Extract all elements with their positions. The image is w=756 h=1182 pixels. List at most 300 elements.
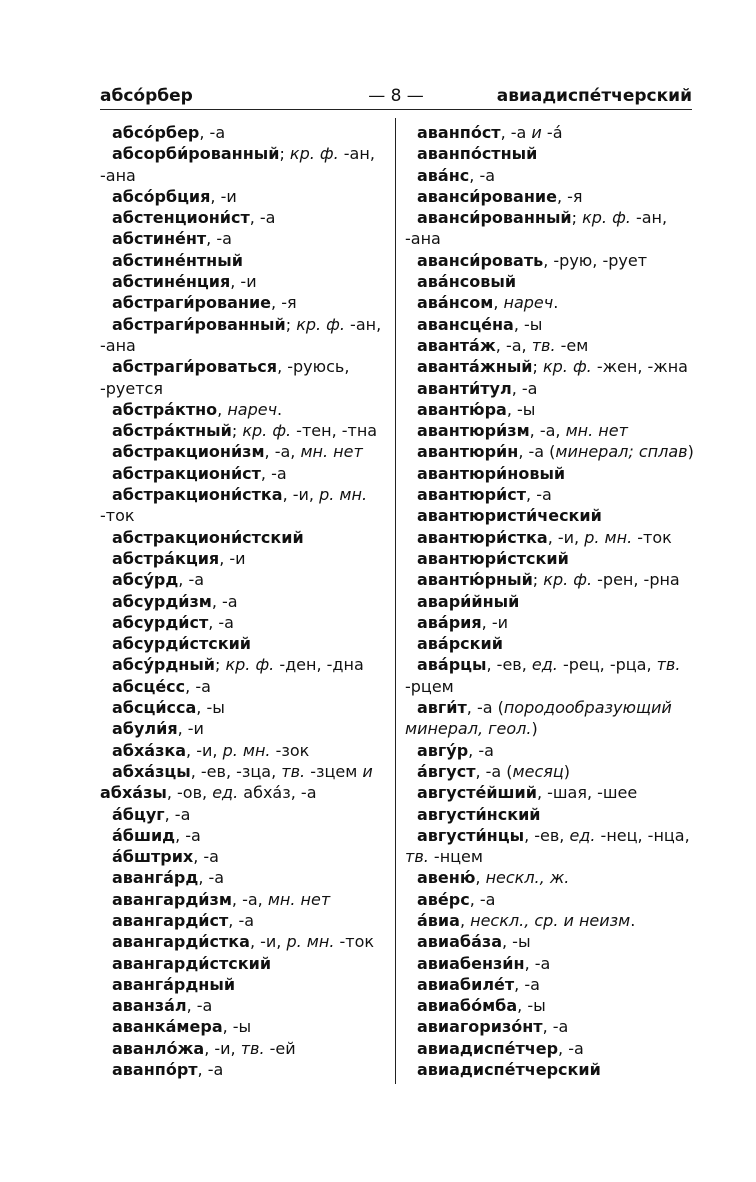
entry-text: , -а ( (518, 442, 556, 462)
grammar-label: тв. (405, 847, 429, 867)
headword: авангарди́зм (112, 889, 232, 909)
header-last-word: авиадиспе́тчерский (496, 86, 692, 106)
dictionary-line (405, 548, 692, 569)
entry-text: , -ы (196, 698, 225, 718)
entry-text: , -и (230, 272, 257, 292)
headword: абстине́нтный (112, 250, 243, 270)
headword: авиадиспе́тчер (417, 1038, 559, 1058)
dictionary-line (100, 825, 387, 846)
entry-text: ; (532, 357, 543, 377)
entry-text: , -ев, (524, 825, 570, 845)
headword: авари́йный (417, 591, 520, 611)
headword: аванпо́стный (417, 144, 538, 164)
entry-text: ; (285, 314, 297, 334)
headword: абсу́рд (112, 570, 179, 590)
dictionary-line (100, 1016, 387, 1037)
dictionary-line (405, 825, 692, 846)
dictionary-line (100, 761, 387, 782)
dictionary-line (405, 356, 692, 377)
headword: авиаба́за (417, 932, 502, 952)
entry-text: , -а (249, 208, 276, 228)
headword: аванза́л (112, 996, 187, 1016)
dictionary-line (100, 399, 387, 420)
entry-text: -ей (264, 1038, 296, 1058)
headword: авгу́р (417, 740, 469, 760)
entry-text: -ана (100, 165, 136, 185)
headword: абсо́рбция (112, 186, 211, 206)
header-first-word: абсо́рбер (100, 86, 193, 106)
entry-text: , -а (514, 974, 540, 994)
entry-text: , -а (193, 847, 219, 867)
dictionary-line (100, 910, 387, 931)
entry-text: , -и (481, 612, 508, 632)
dictionary-line (405, 612, 692, 633)
headword: авиабо́мба (417, 996, 518, 1016)
grammar-label: мн. нет (565, 421, 628, 441)
headword: абстра́кция (112, 548, 220, 568)
headword: авангарди́стский (112, 953, 272, 973)
headword: аванка́мера (112, 1017, 223, 1037)
entry-text: , -ев, (486, 655, 532, 675)
dictionary-line (100, 931, 387, 952)
running-header (100, 82, 692, 110)
headword: абсо́рбер (112, 123, 200, 142)
entry-text: , -ы (517, 996, 546, 1016)
entry-text: . (553, 293, 559, 313)
entry-text: -ана (405, 229, 441, 249)
grammar-label: ед. (531, 655, 558, 675)
dictionary-line (100, 228, 387, 249)
dictionary-line (100, 1038, 387, 1059)
dictionary-line (100, 378, 387, 399)
entry-text: , -а (175, 825, 201, 845)
headword: авантю́ра (417, 399, 507, 419)
headword: ава́рский (417, 634, 503, 654)
entry-text: . (277, 399, 283, 419)
dictionary-line (100, 548, 387, 569)
entry-text: -зцем (305, 761, 363, 781)
entry-text: , -а, (529, 421, 566, 441)
headword: ава́нсовый (417, 272, 517, 292)
entry-text: , -и, (547, 527, 585, 547)
dictionary-line (405, 697, 692, 718)
dictionary-line (405, 1038, 692, 1059)
dictionary-line (405, 165, 692, 186)
dictionary-line (100, 889, 387, 910)
dictionary-line (100, 356, 387, 377)
entry-text: , -и, (249, 932, 287, 952)
dictionary-line (405, 910, 692, 931)
dictionary-line (405, 441, 692, 462)
entry-text: , -а (511, 378, 538, 398)
entry-text: , -ы (506, 399, 536, 419)
headword: августе́йший (417, 783, 537, 803)
dictionary-line (405, 271, 692, 292)
headword: абули́я (112, 719, 178, 739)
entry-text: , -а (469, 165, 496, 185)
headword: абсце́сс (112, 676, 186, 696)
entry-text: ) (687, 442, 694, 462)
entry-text: абха́з, -а (238, 783, 317, 803)
headword: авги́т (417, 698, 467, 718)
entry-text: -рцем (405, 676, 454, 696)
dictionary-line (100, 505, 387, 526)
dictionary-line (100, 718, 387, 739)
headword: аванта́жный (417, 357, 533, 377)
headword: абсу́рдный (112, 655, 215, 675)
grammar-label: минерал, геол. (405, 719, 532, 739)
entry-text: ; (231, 421, 243, 441)
entry-text: . (630, 910, 636, 930)
dictionary-line (405, 591, 692, 612)
headword: абсурди́зм (112, 591, 212, 611)
dictionary-line (405, 335, 692, 356)
headword: авиагоризо́нт (417, 1017, 543, 1037)
grammar-label: породообразующий (503, 698, 672, 718)
headword: абстракциони́стский (112, 527, 304, 547)
headword: аванти́тул (417, 378, 512, 398)
headword: авангарди́стка (112, 932, 250, 952)
entry-text: ; (279, 144, 290, 164)
headword: абстенциони́ст (112, 208, 250, 228)
headword: августи́нцы (417, 825, 525, 845)
headword: аванга́рдный (112, 974, 236, 994)
header-rule (100, 109, 692, 110)
dictionary-line (405, 527, 692, 548)
entry-text: , -и (210, 186, 237, 206)
grammar-label: нареч (227, 399, 278, 419)
headword: авеню́ (417, 868, 476, 888)
headword: аванси́рованный (417, 208, 572, 228)
right-column (405, 122, 692, 1080)
dictionary-line (100, 186, 387, 207)
headword: абха́зы (100, 783, 167, 803)
dictionary-line (100, 441, 387, 462)
headword: авангарди́ст (112, 910, 229, 930)
entry-text: -ана (100, 335, 136, 355)
headword: авантюри́стский (417, 548, 569, 568)
headword: аванта́ж (417, 335, 496, 355)
dictionary-line (100, 974, 387, 995)
headword: ава́нс (417, 165, 470, 185)
grammar-label: кр. ф. (242, 421, 292, 441)
headword: авиабиле́т (417, 974, 515, 994)
dictionary-line (405, 143, 692, 164)
dictionary-line (100, 271, 387, 292)
entry-text: , -а (260, 463, 287, 483)
entry-text: , -я (271, 293, 297, 313)
dictionary-line (100, 953, 387, 974)
entry-text: , -а (524, 953, 551, 973)
column-divider (395, 118, 396, 1084)
headword: а́бшид (112, 825, 176, 845)
headword: абстра́ктный (112, 421, 232, 441)
entry-text: ; (571, 208, 583, 228)
headword: абстракциони́зм (112, 442, 265, 462)
grammar-label: кр. ф. (296, 314, 345, 334)
entry-text: , -ев, -зца, (190, 761, 282, 781)
dictionary-line (405, 867, 692, 888)
entry-text: , -шая, -шее (536, 783, 638, 803)
dictionary-line (405, 484, 692, 505)
dictionary-line (100, 122, 387, 143)
entry-text: , -а (206, 229, 232, 249)
grammar-label: р. мн. (584, 527, 633, 547)
entry-text: , -а, (495, 335, 532, 355)
entry-text: , -я (556, 186, 583, 206)
headword: авиабензи́н (417, 953, 525, 973)
dictionary-line (405, 676, 692, 697)
dictionary-line (100, 591, 387, 612)
dictionary-line (405, 463, 692, 484)
dictionary-line (405, 953, 692, 974)
headword: а́бцуг (112, 804, 165, 824)
headword: авансце́на (417, 314, 514, 334)
dictionary-line (100, 143, 387, 164)
dictionary-line (100, 527, 387, 548)
entry-text: , -а (208, 612, 234, 632)
headword: а́вгуст (417, 761, 476, 781)
headword: аванло́жа (112, 1038, 205, 1058)
dictionary-line (100, 867, 387, 888)
grammar-label: кр. ф. (543, 570, 593, 590)
entry-text: -рен, -рна (592, 570, 680, 590)
grammar-label: р. мн. (286, 932, 335, 952)
entry-text: , -и, (282, 485, 320, 505)
dictionary-line (405, 569, 692, 590)
headword: аванси́ровать (417, 250, 544, 270)
headword: абсорби́рованный (112, 144, 280, 164)
entry-text: -жен, -жна (591, 357, 688, 377)
dictionary-line (405, 250, 692, 271)
headword: аванси́рование (417, 186, 557, 206)
dictionary-line (405, 314, 692, 335)
entry-text: , -ы (513, 314, 543, 334)
headword: абстракциони́стка (112, 485, 283, 505)
entry-text: -ток (100, 506, 135, 526)
entry-text: -ток (632, 527, 672, 547)
entry-text: , -а (526, 485, 552, 505)
entry-text: , -ов, (166, 783, 213, 803)
dictionary-line (100, 292, 387, 313)
dictionary-line (100, 612, 387, 633)
grammar-label: нареч (503, 293, 554, 313)
dictionary-line (100, 569, 387, 590)
entry-text: , -а ( (466, 698, 504, 718)
grammar-label: тв. (281, 761, 306, 781)
grammar-label: кр. ф. (542, 357, 592, 377)
entry-text: , -а (542, 1017, 569, 1037)
entry-text: ; (215, 655, 226, 675)
headword: а́бштрих (112, 847, 194, 867)
dictionary-line (405, 122, 692, 143)
grammar-label: ед. (212, 783, 239, 803)
dictionary-line (100, 463, 387, 484)
headword: авантюри́стка (417, 527, 548, 547)
dictionary-line (405, 207, 692, 228)
grammar-label: р. мн. (222, 740, 271, 760)
headword: абха́зка (112, 740, 187, 760)
entry-text: , -и (219, 548, 246, 568)
grammar-label: мн. нет (267, 889, 331, 909)
headword: авантюристи́ческий (417, 506, 602, 526)
grammar-label: месяц (512, 761, 564, 781)
entry-text: , -а, (264, 442, 301, 462)
entry-text: -зок (270, 740, 310, 760)
headword: аванга́рд (112, 868, 199, 888)
headword: абстра́ктно (112, 399, 218, 419)
headword: авиадиспе́тчерский (417, 1060, 601, 1080)
dictionary-line (405, 633, 692, 654)
entry-text: , -ы (502, 932, 531, 952)
dictionary-line (100, 633, 387, 654)
dictionary-line (405, 931, 692, 952)
entry-text: , -а (500, 123, 532, 142)
headword: абсурди́ст (112, 612, 209, 632)
dictionary-line (100, 676, 387, 697)
page-number: — 8 — (368, 86, 424, 106)
headword: авантю́рный (417, 570, 533, 590)
entry-text: , -а ( (475, 761, 513, 781)
dictionary-line (100, 335, 387, 356)
grammar-label: кр. ф. (289, 144, 339, 164)
dictionary-line (100, 654, 387, 675)
dictionary-line (100, 420, 387, 441)
entry-text: -тен, -тна (291, 421, 378, 441)
entry-text: -ток (334, 932, 375, 952)
dictionary-line (405, 1059, 692, 1080)
dictionary-line (100, 207, 387, 228)
dictionary-line (100, 484, 387, 505)
headword: абстракциони́ст (112, 463, 261, 483)
headword: абстраги́рованный (112, 314, 286, 334)
entry-text: , -и, (186, 740, 223, 760)
headword: аванпо́ст (417, 123, 501, 142)
dictionary-line (405, 399, 692, 420)
grammar-label: тв. (531, 335, 556, 355)
entry-text: -руется (100, 378, 163, 398)
entry-text: -ден, -дна (274, 655, 364, 675)
dictionary-line (100, 314, 387, 335)
headword: августи́нский (417, 804, 541, 824)
dictionary-line (405, 995, 692, 1016)
dictionary-line (100, 250, 387, 271)
headword: авантюри́н (417, 442, 519, 462)
dictionary-line (100, 165, 387, 186)
dictionary-line (100, 782, 387, 803)
grammar-label: минерал; сплав (555, 442, 688, 462)
entry-text: , (459, 910, 471, 930)
grammar-label: нескл., ж. (485, 868, 570, 888)
dictionary-line (405, 186, 692, 207)
headword: ава́рия (417, 612, 482, 632)
dictionary-line (405, 718, 692, 739)
headword: авантюри́новый (417, 463, 566, 483)
entry-text: , -а (199, 123, 226, 142)
headword: абсци́сса (112, 698, 197, 718)
headword: а́виа (417, 910, 460, 930)
left-column (100, 122, 387, 1080)
entry-text: , -а (197, 1060, 224, 1080)
headword: ава́нсом (417, 293, 494, 313)
headword: абстине́нт (112, 229, 207, 249)
dictionary-line (100, 740, 387, 761)
dictionary-line (100, 804, 387, 825)
entry-text: , (475, 868, 486, 888)
dictionary-line (405, 974, 692, 995)
headword: авантюри́зм (417, 421, 530, 441)
entry-text: , -и, (204, 1038, 241, 1058)
entry-text: -ем (555, 335, 589, 355)
headword: аванпо́рт (112, 1060, 198, 1080)
entry-text: , -а (185, 676, 211, 696)
dictionary-line (405, 889, 692, 910)
grammar-label: тв. (656, 655, 681, 675)
entry-text: , (217, 399, 228, 419)
grammar-label: и (531, 123, 542, 142)
dictionary-line (100, 846, 387, 867)
dictionary-line (405, 761, 692, 782)
headword: абха́зцы (112, 761, 191, 781)
entry-text: , -ы (222, 1017, 252, 1037)
grammar-label: ед. (569, 825, 596, 845)
grammar-label: р. мн. (319, 485, 368, 505)
entry-text: , -а (228, 910, 255, 930)
headword: ава́рцы (417, 655, 487, 675)
entry-text: , (493, 293, 504, 313)
grammar-label: мн. нет (300, 442, 363, 462)
entry-text: , -а, (231, 889, 268, 909)
entry-text: , -а (558, 1038, 584, 1058)
entry-text: , -а (198, 868, 225, 888)
grammar-label: кр. ф. (225, 655, 275, 675)
headword: абстраги́роваться (112, 357, 278, 377)
dictionary-line (405, 804, 692, 825)
headword: авантюри́ст (417, 485, 527, 505)
entry-text: ) (563, 761, 571, 781)
entry-text: -нцем (428, 847, 483, 867)
entry-text: , -а (469, 889, 496, 909)
dictionary-line (405, 846, 692, 867)
headword: абсурди́стский (112, 634, 251, 654)
dictionary-line (405, 378, 692, 399)
headword: абстине́нция (112, 272, 231, 292)
entry-text: , -а (211, 591, 238, 611)
entry-text: , -а (178, 570, 205, 590)
entry-text: ) (531, 719, 538, 739)
entry-text: -ан, (630, 208, 668, 228)
dictionary-line (100, 697, 387, 718)
entry-text: -рец, -рца, (557, 655, 657, 675)
dictionary-line (405, 1016, 692, 1037)
dictionary-line (405, 740, 692, 761)
dictionary-line (405, 420, 692, 441)
dictionary-line (405, 505, 692, 526)
headword: абстраги́рование (112, 293, 272, 313)
dictionary-line (405, 782, 692, 803)
grammar-label: тв. (240, 1038, 265, 1058)
entry-text: , -рую, -рует (543, 250, 648, 270)
dictionary-line (100, 1059, 387, 1080)
entry-text: -ан, (338, 144, 375, 164)
dictionary-line (405, 292, 692, 313)
dictionary-line (405, 228, 692, 249)
headword: аве́рс (417, 889, 470, 909)
dictionary-line (100, 995, 387, 1016)
entry-text: -ан, (344, 314, 382, 334)
entry-text: , -а (164, 804, 191, 824)
entry-text: -а́ (541, 123, 563, 142)
